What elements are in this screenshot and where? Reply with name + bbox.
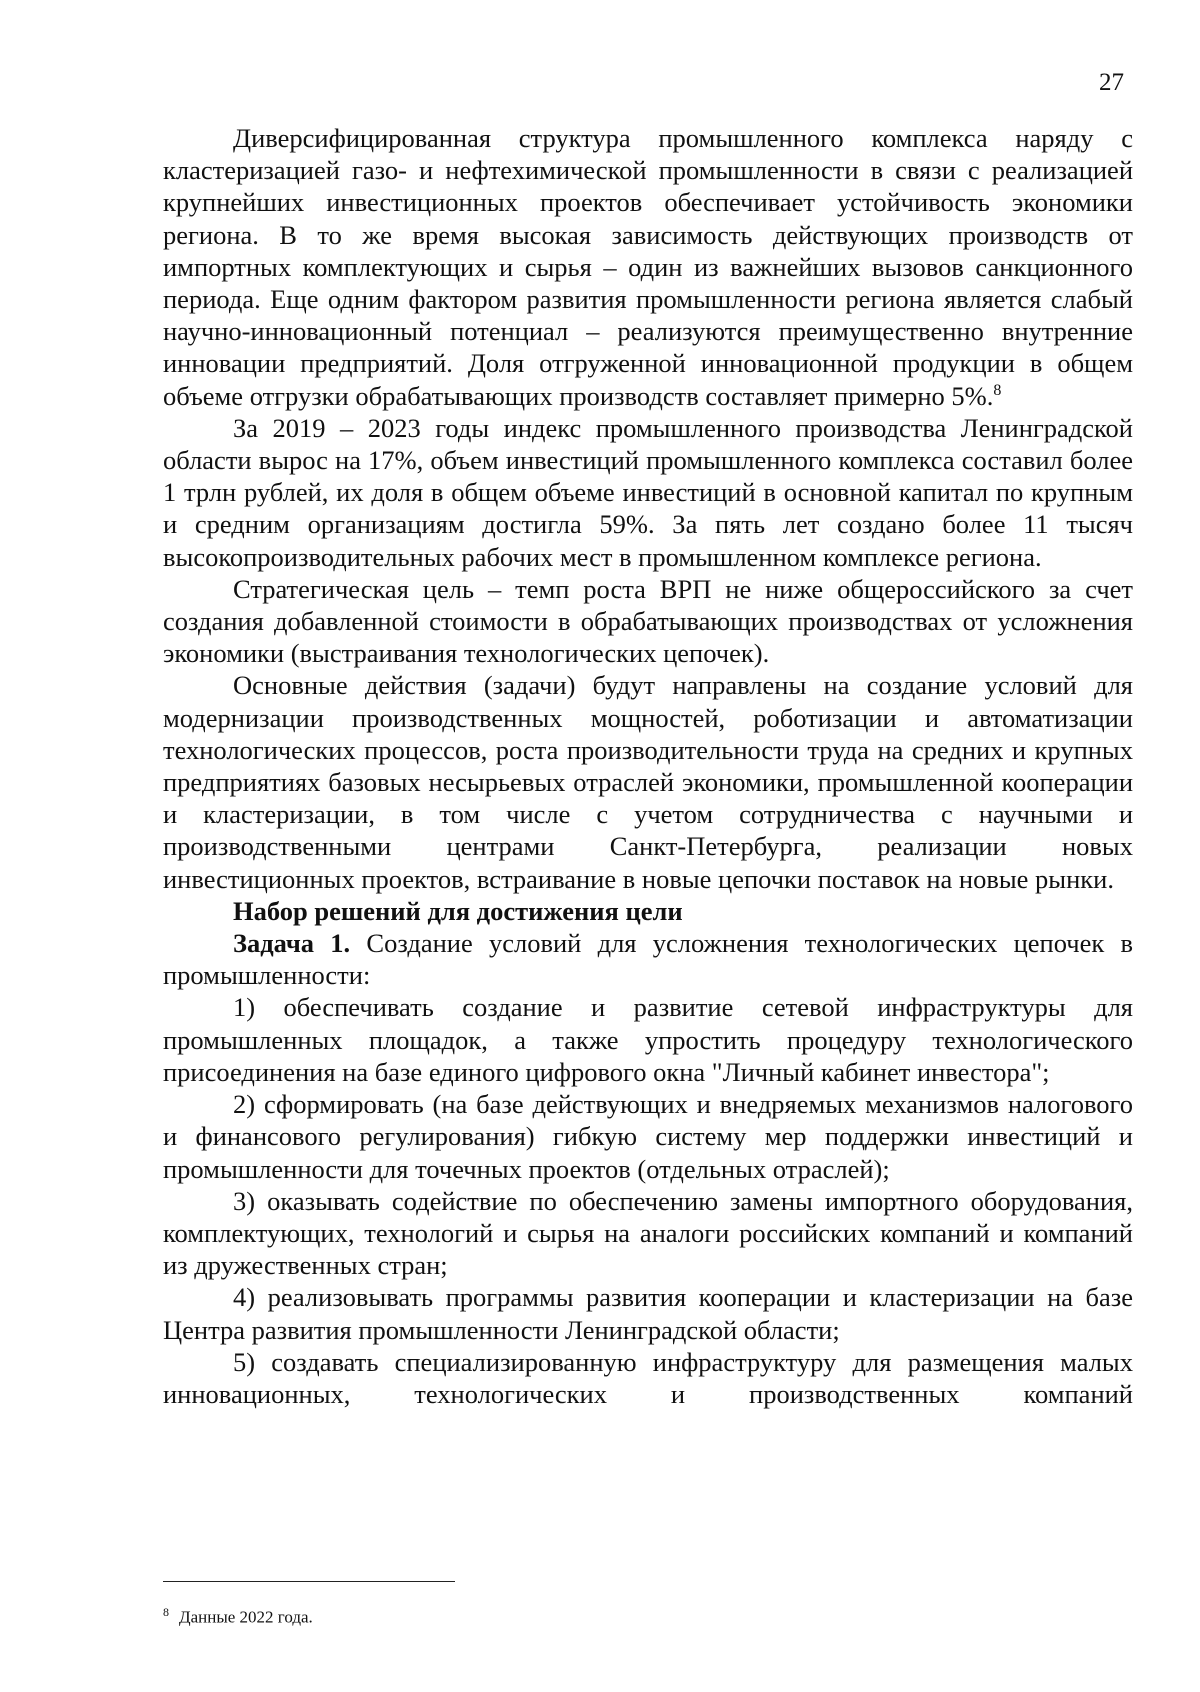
footnote-divider xyxy=(163,1581,455,1582)
paragraph-main-actions: Основные действия (задачи) будут направлены на создание условий для модернизации производственных мощностей, роботизации и автоматизации технологических процессов, роста производительности труда на средних и крупных предприятиях базовых несырьевых отраслей экономики, промышленной кооперации и кластеризации, в том числе с учетом сотрудничества с научными и производственными центрами Санкт-Петербурга, реализации новых инвестиционных проектов, встраивание в новые цепочки поставок на новые рынки. xyxy=(163,670,1133,894)
paragraph-strategic-goal: Стратегическая цель – темп роста ВРП не ниже общероссийского за счет создания добавленной стоимости в обрабатывающих производствах от усложнения экономики (выстраивания технологических цепочек). xyxy=(163,573,1133,669)
page-number: 27 xyxy=(1099,69,1124,96)
list-item: 5) создавать специализированную инфраструктуру для размещения малых инновационных, технологических и производственных компаний xyxy=(163,1346,1133,1409)
task-text: Создание условий для усложнения технологических цепочек в промышленности: xyxy=(163,928,1133,991)
task-paragraph xyxy=(163,927,1133,991)
task-label: Задача 1. xyxy=(233,928,351,959)
list-item: 2) сформировать (на базе действующих и внедряемых механизмов налогового и финансового регулирования) гибкую систему мер поддержки инвестиций и промышленности для точечных проектов (отдельных отраслей); xyxy=(163,1089,1133,1184)
footnote-mark: 8 xyxy=(163,1605,169,1619)
paragraph-production-index: За 2019 – 2023 годы индекс промышленного производства Ленинградской области вырос на 17%, объем инвестиций промышленного комплекса составил более 1 трлн рублей, их доля в общем объеме инвестиций в основной капитал по крупным и средним организациям достигла 59%. За пять лет создано более 11 тысяч высокопроизводительных рабочих мест в промышленном комплексе региона. xyxy=(163,412,1133,572)
list-item: 1) обеспечивать создание и развитие сетевой инфраструктуры для промышленных площадок, а также упростить процедуру технологического присоединения на базе единого цифрового окна "Личный кабинет инвестора"; xyxy=(163,992,1133,1087)
paragraph-text: Диверсифицированная структура промышленного комплекса наряду с кластеризацией газо- и нефтехимической промышленности в связи с реализацией крупнейших инвестиционных проектов обеспечивает устойчивость экономики региона. В то же время высокая зависимость действующих производств от импортных комплектующих и сырья – один из важнейших вызовов санкционного периода. Еще одним фактором развития промышленности региона является слабый научно-инновационный потенциал – реализуются преимущественно внутренние инновации предприятий. Доля отгруженной инновационной продукции в общем объеме отгрузки обрабатывающих производств составляет примерно 5%. xyxy=(163,123,1133,411)
footnote xyxy=(163,1601,313,1629)
footnote-text: Данные 2022 года. xyxy=(179,1607,313,1627)
list-item: 3) оказывать содействие по обеспечению замены импортного оборудования, комплектующих, технологий и сырья на аналоги российских компаний и компаний из дружественных стран; xyxy=(163,1185,1133,1281)
section-heading: Набор решений для достижения цели xyxy=(233,895,683,926)
body-text xyxy=(163,122,1133,1410)
list-item: 4) реализовывать программы развития кооперации и кластеризации на базе Центра развития промышленности Ленинградской области; xyxy=(163,1282,1133,1345)
paragraph-industry-structure xyxy=(163,122,1133,412)
footnote-reference: 8 xyxy=(993,381,1002,399)
